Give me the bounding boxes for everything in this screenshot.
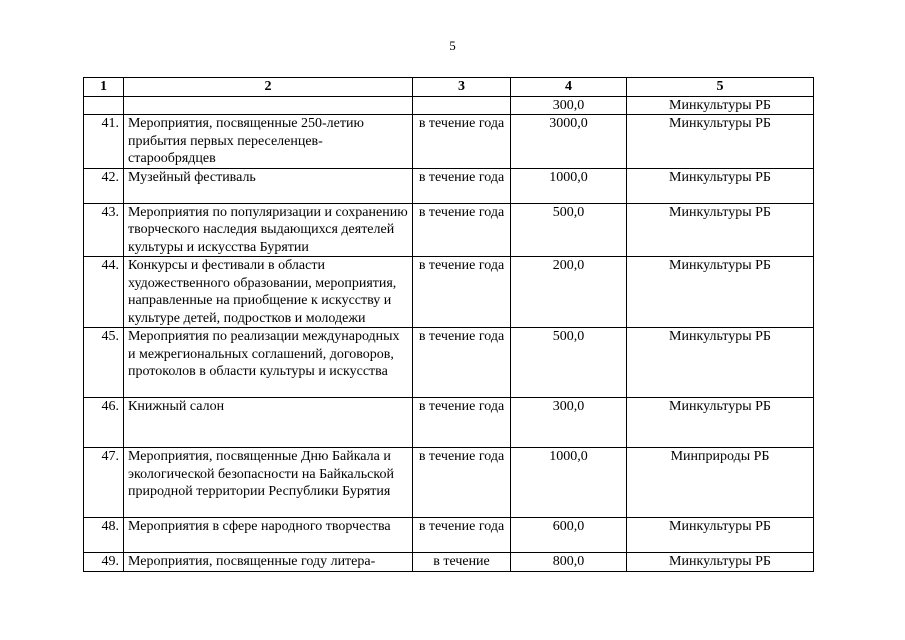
event-sum: 800,0 <box>511 553 627 572</box>
event-executor: Минкультуры РБ <box>627 398 814 448</box>
event-name: Конкурсы и фестивали в области художественного образовании, мероприятия, направленные на приобщение к искусству и культуре детей, подростков и молодежи <box>124 257 413 328</box>
row-number: 43. <box>84 203 124 257</box>
event-executor: Минкультуры РБ <box>627 168 814 203</box>
table-row <box>84 448 814 518</box>
row-number: 44. <box>84 257 124 328</box>
event-term: в течение года <box>413 257 511 328</box>
event-name: Мероприятия по реализации международных и межрегиональных соглашений, договоров, протоколов в области культуры и искусства <box>124 328 413 398</box>
event-sum: 3000,0 <box>511 115 627 169</box>
header-col-1: 1 <box>84 78 124 97</box>
event-executor: Минкультуры РБ <box>627 96 814 115</box>
row-number: 46. <box>84 398 124 448</box>
event-executor: Минкультуры РБ <box>627 203 814 257</box>
event-term: в течение года <box>413 115 511 169</box>
events-table <box>83 77 814 572</box>
row-number: 49. <box>84 553 124 572</box>
table-row <box>84 257 814 328</box>
header-col-3: 3 <box>413 78 511 97</box>
row-number: 45. <box>84 328 124 398</box>
row-number: 42. <box>84 168 124 203</box>
event-sum: 500,0 <box>511 203 627 257</box>
event-sum: 1000,0 <box>511 168 627 203</box>
table-row <box>84 398 814 448</box>
row-number: 41. <box>84 115 124 169</box>
event-executor: Минкультуры РБ <box>627 328 814 398</box>
event-term: в течение года <box>413 448 511 518</box>
table-row <box>84 168 814 203</box>
event-name <box>124 96 413 115</box>
event-sum: 200,0 <box>511 257 627 328</box>
event-executor: Минкультуры РБ <box>627 115 814 169</box>
header-col-5: 5 <box>627 78 814 97</box>
event-name: Мероприятия, посвященные 250-летию прибытия первых переселенцев-старообрядцев <box>124 115 413 169</box>
table-row <box>84 115 814 169</box>
row-number: 48. <box>84 518 124 553</box>
page-number: 5 <box>449 38 456 53</box>
event-sum: 300,0 <box>511 96 627 115</box>
event-term: в течение года <box>413 203 511 257</box>
event-name: Мероприятия по популяризации и сохранению творческого наследия выдающихся деятелей культуры и искусства Бурятии <box>124 203 413 257</box>
event-sum: 500,0 <box>511 328 627 398</box>
event-term: в течение года <box>413 398 511 448</box>
event-sum: 1000,0 <box>511 448 627 518</box>
event-executor: Минкультуры РБ <box>627 553 814 572</box>
event-name: Музейный фестиваль <box>124 168 413 203</box>
header-col-2: 2 <box>124 78 413 97</box>
event-name: Мероприятия, посвященные Дню Байкала и экологической безопасности на Байкальской природной территории Республики Бурятия <box>124 448 413 518</box>
event-name: Книжный салон <box>124 398 413 448</box>
header-row <box>84 78 814 97</box>
row-number: 47. <box>84 448 124 518</box>
event-term <box>413 96 511 115</box>
event-executor: Минкультуры РБ <box>627 518 814 553</box>
table-row <box>84 553 814 572</box>
event-executor: Минкультуры РБ <box>627 257 814 328</box>
event-term: в течение года <box>413 168 511 203</box>
event-sum: 600,0 <box>511 518 627 553</box>
table-row <box>84 203 814 257</box>
event-sum: 300,0 <box>511 398 627 448</box>
event-term: в течение <box>413 553 511 572</box>
event-name: Мероприятия в сфере народного творчества <box>124 518 413 553</box>
table-row <box>84 518 814 553</box>
event-executor: Минприроды РБ <box>627 448 814 518</box>
header-col-4: 4 <box>511 78 627 97</box>
row-number <box>84 96 124 115</box>
table-row <box>84 328 814 398</box>
table-row <box>84 96 814 115</box>
event-term: в течение года <box>413 328 511 398</box>
event-term: в течение года <box>413 518 511 553</box>
event-name: Мероприятия, посвященные году литера- <box>124 553 413 572</box>
